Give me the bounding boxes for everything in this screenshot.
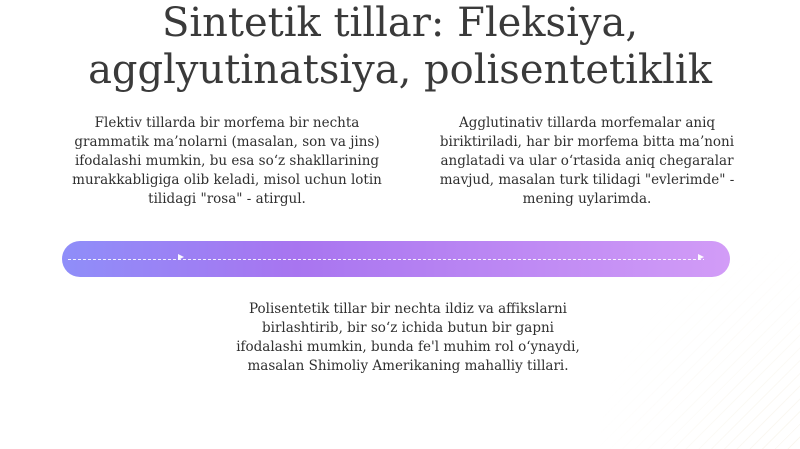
- fusional-description: Flektiv tillarda bir morfema bir nechta grammatik ma’nolarni (masalan, son va jins) ifodalashi mumkin, bu esa soʻz shakllarining murakkabligiga olib keladi, misol uchun lotin tilidagi "rosa" - atirgul.: [72, 115, 382, 207]
- timeline-dashed-line: [68, 259, 704, 260]
- polysynthetic-description: Polisentetik tillar bir nechta ildiz va affikslarni birlashtirib, bir soʻz ichida butun bir gapni ifodalashi mumkin, bunda fe'l muhim rol oʻynaydi, masalan Shimoliy Amerikaning mahalliy tillari.: [236, 301, 580, 374]
- slide-title: Sintetik tillar: Fleksiya, agglyutinatsiya, polisentetiklik: [88, 0, 712, 93]
- arrow-right-icon: [178, 254, 184, 260]
- corner-decoration: [580, 249, 800, 449]
- timeline-bar: [62, 241, 730, 277]
- arrow-right-icon: [698, 254, 704, 260]
- agglutinative-description: Agglutinativ tillarda morfemalar aniq biriktiriladi, har bir morfema bitta ma’noni anglatadi va ular oʻrtasida aniq chegaralar mavjud, masalan turk tilidagi "evlerimde" - mening uylarimda.: [439, 115, 735, 207]
